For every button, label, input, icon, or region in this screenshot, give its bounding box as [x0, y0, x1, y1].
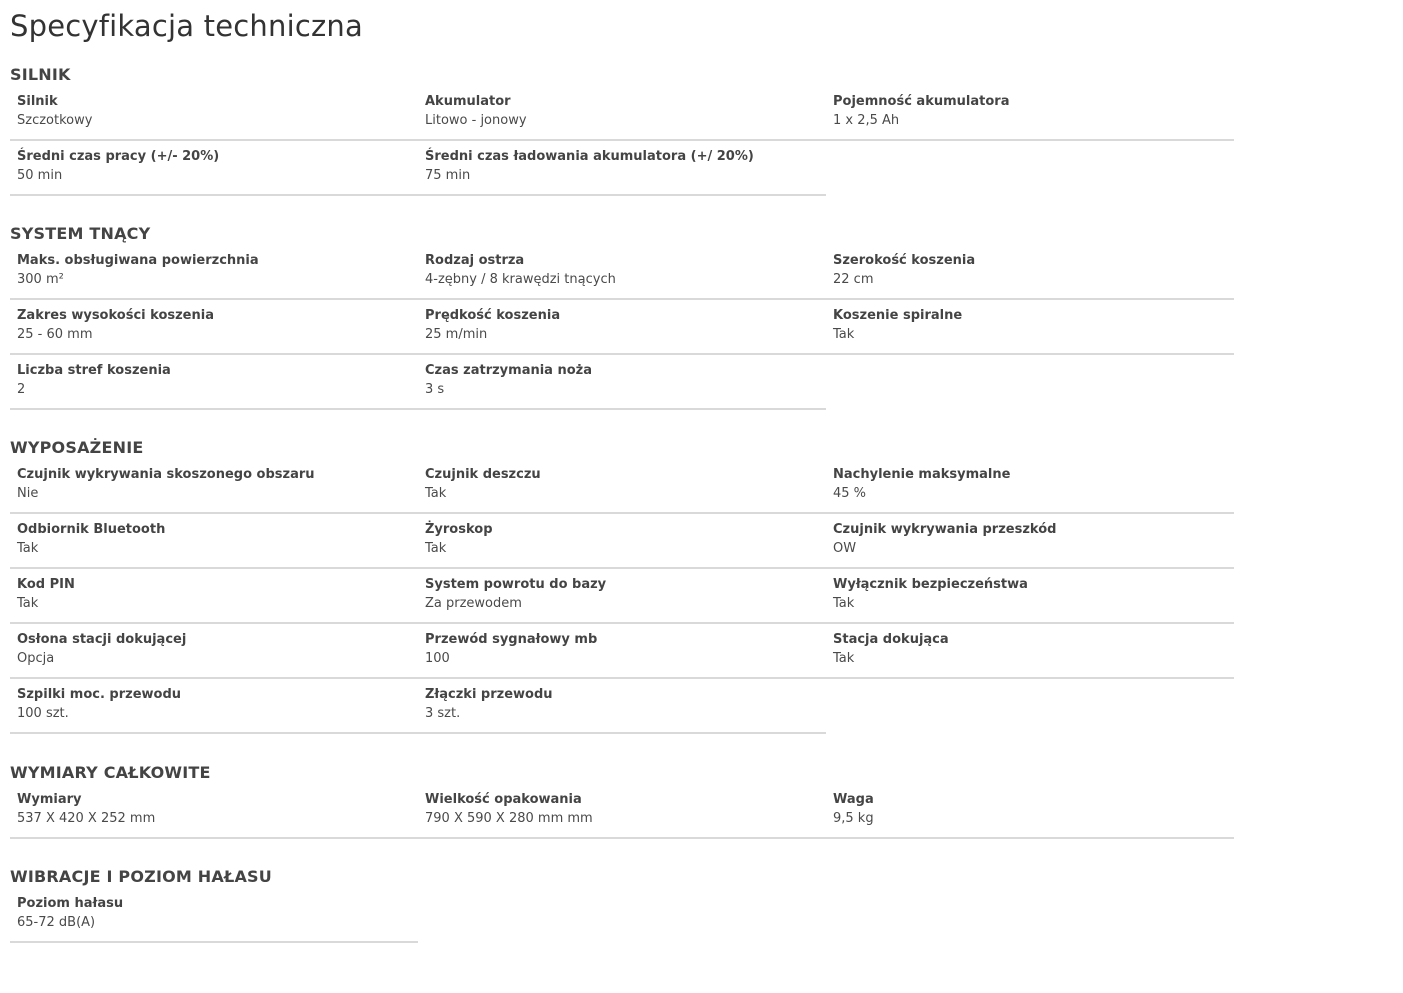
section-title: SYSTEM TNĄCY [10, 224, 151, 243]
spec-value: Tak [833, 651, 855, 666]
spec-label: Czujnik wykrywania skoszonego obszaru [17, 467, 315, 482]
spec-cell [418, 300, 826, 355]
spec-value: 45 % [833, 486, 867, 501]
spec-label: Czas zatrzymania noża [425, 363, 593, 378]
spec-section [10, 762, 1250, 839]
spec-row [10, 784, 1250, 839]
spec-label: Szerokość koszenia [833, 253, 976, 268]
spec-cell [826, 624, 1234, 679]
spec-value: 9,5 kg [833, 811, 874, 826]
spec-label: Wymiary [17, 792, 82, 807]
spec-cell [10, 300, 418, 355]
spec-value: 25 - 60 mm [17, 327, 93, 342]
spec-cell [418, 679, 826, 734]
spec-cell [10, 459, 418, 514]
spec-row [10, 86, 1250, 141]
spec-label: Średni czas ładowania akumulatora (+/ 20%) [425, 149, 754, 164]
spec-value: 2 [17, 382, 26, 397]
spec-value: 790 X 590 X 280 mm mm [425, 811, 593, 826]
spec-label: Kod PIN [17, 577, 75, 592]
spec-value: Szczotkowy [17, 113, 93, 128]
spec-row [10, 569, 1250, 624]
spec-value: Tak [17, 596, 39, 611]
spec-row [10, 355, 1250, 410]
spec-value: Nie [17, 486, 39, 501]
spec-cell [418, 784, 826, 839]
spec-label: Poziom hałasu [17, 896, 124, 911]
spec-label: Rodzaj ostrza [425, 253, 525, 268]
spec-cell [10, 624, 418, 679]
spec-value: Tak [425, 541, 447, 556]
spec-value: 25 m/min [425, 327, 488, 342]
spec-rows [10, 784, 1250, 839]
spec-cell [10, 86, 418, 141]
page-title: Specyfikacja techniczna [10, 9, 363, 43]
spec-label: Waga [833, 792, 874, 807]
section-title: WYMIARY CAŁKOWITE [10, 763, 211, 782]
spec-section [10, 64, 1250, 196]
spec-page [10, 0, 1250, 930]
spec-value: 100 [425, 651, 450, 666]
spec-cell [826, 300, 1234, 355]
spec-rows [10, 86, 1250, 196]
spec-cell [826, 569, 1234, 624]
spec-cell [418, 624, 826, 679]
spec-cell [826, 514, 1234, 569]
spec-value: Za przewodem [425, 596, 522, 611]
spec-label: Silnik [17, 94, 58, 109]
spec-cell [418, 569, 826, 624]
spec-label: Wyłącznik bezpieczeństwa [833, 577, 1028, 592]
spec-value: Tak [833, 327, 855, 342]
spec-value: Opcja [17, 651, 55, 666]
spec-label: Koszenie spiralne [833, 308, 963, 323]
spec-value: 75 min [425, 168, 471, 183]
spec-cell [826, 86, 1234, 141]
spec-value: 3 szt. [425, 706, 461, 721]
spec-cell [10, 355, 418, 410]
spec-label: Stacja dokująca [833, 632, 949, 647]
spec-label: Akumulator [425, 94, 511, 109]
spec-cell [10, 245, 418, 300]
spec-label: Żyroskop [425, 522, 493, 537]
section-title: SILNIK [10, 65, 71, 84]
spec-value: 65-72 dB(A) [17, 915, 96, 930]
spec-row [10, 300, 1250, 355]
spec-label: System powrotu do bazy [425, 577, 607, 592]
spec-cell [10, 888, 418, 943]
spec-label: Wielkość opakowania [425, 792, 582, 807]
spec-row [10, 624, 1250, 679]
spec-label: Prędkość koszenia [425, 308, 561, 323]
spec-rows [10, 459, 1250, 734]
spec-value: Tak [425, 486, 447, 501]
spec-cell [10, 679, 418, 734]
spec-cell [826, 459, 1234, 514]
spec-label: Pojemność akumulatora [833, 94, 1010, 109]
spec-row [10, 514, 1250, 569]
spec-label: Czujnik deszczu [425, 467, 541, 482]
spec-label: Średni czas pracy (+/- 20%) [17, 149, 220, 164]
spec-value: OW [833, 541, 857, 556]
spec-cell [10, 141, 418, 196]
spec-cell [10, 514, 418, 569]
spec-cell [826, 245, 1234, 300]
spec-value: 100 szt. [17, 706, 69, 721]
spec-value: Tak [833, 596, 855, 611]
spec-cell [418, 141, 826, 196]
spec-cell [10, 569, 418, 624]
spec-value: 537 X 420 X 252 mm [17, 811, 156, 826]
spec-cell [418, 86, 826, 141]
spec-cell [418, 245, 826, 300]
spec-value: 1 x 2,5 Ah [833, 113, 900, 128]
spec-rows [10, 245, 1250, 410]
spec-value: 300 m² [17, 272, 64, 287]
spec-value: 50 min [17, 168, 63, 183]
spec-cell [418, 459, 826, 514]
spec-label: Maks. obsługiwana powierzchnia [17, 253, 259, 268]
spec-section [10, 223, 1250, 410]
spec-label: Nachylenie maksymalne [833, 467, 1011, 482]
spec-label: Przewód sygnałowy mb [425, 632, 598, 647]
spec-cell [418, 355, 826, 410]
spec-label: Zakres wysokości koszenia [17, 308, 214, 323]
section-title: WIBRACJE I POZIOM HAŁASU [10, 867, 272, 886]
spec-cell [826, 784, 1234, 839]
spec-row [10, 679, 1250, 734]
spec-value: 3 s [425, 382, 445, 397]
spec-label: Odbiornik Bluetooth [17, 522, 166, 537]
section-title: WYPOSAŻENIE [10, 438, 144, 457]
spec-label: Osłona stacji dokującej [17, 632, 187, 647]
spec-label: Szpilki moc. przewodu [17, 687, 182, 702]
spec-row [10, 245, 1250, 300]
spec-section [10, 437, 1250, 734]
spec-rows [10, 888, 1250, 943]
spec-row [10, 141, 1250, 196]
spec-value: 4-zębny / 8 krawędzi tnących [425, 272, 616, 287]
spec-label: Złączki przewodu [425, 687, 553, 702]
spec-cell [418, 514, 826, 569]
spec-label: Czujnik wykrywania przeszkód [833, 522, 1057, 537]
spec-cell [10, 784, 418, 839]
spec-section [10, 866, 1250, 943]
spec-label: Liczba stref koszenia [17, 363, 171, 378]
spec-value: Tak [17, 541, 39, 556]
spec-row [10, 459, 1250, 514]
spec-value: 22 cm [833, 272, 874, 287]
spec-row [10, 888, 1250, 943]
spec-value: Litowo - jonowy [425, 113, 527, 128]
